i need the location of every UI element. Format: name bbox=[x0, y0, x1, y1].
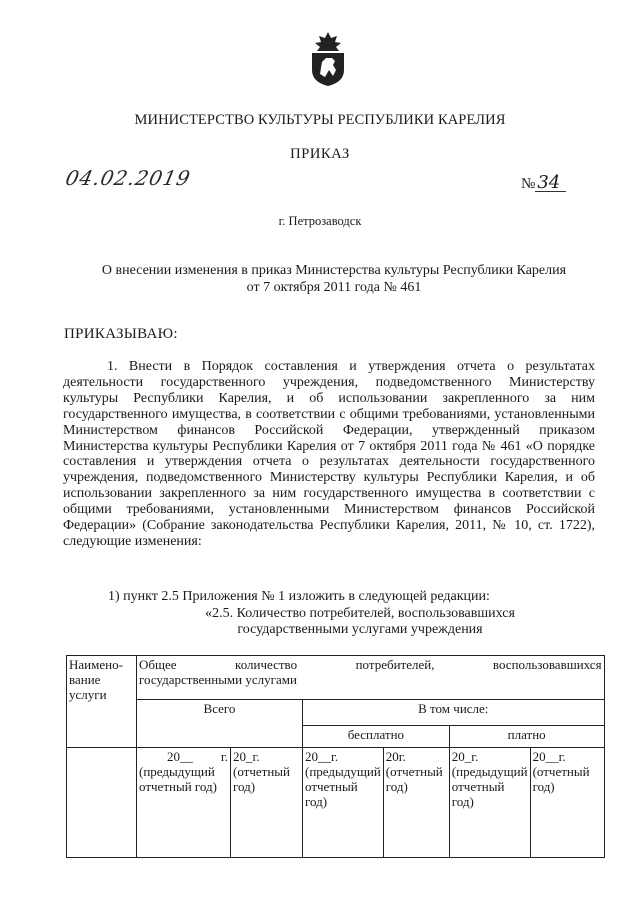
number-sign: № bbox=[521, 176, 536, 192]
subject-line-2: от 7 октября 2011 года № 461 bbox=[246, 280, 422, 295]
year-cell-3: 20__г.(предыдущий отчетный год) bbox=[303, 748, 384, 858]
order-number bbox=[521, 172, 566, 193]
paid-header: платно bbox=[449, 726, 604, 748]
consumers-table bbox=[66, 655, 605, 858]
total-header-line-2: государственными услугами bbox=[139, 672, 297, 687]
service-name-cell bbox=[67, 748, 137, 858]
service-name-header: Наимено-вание услуги bbox=[67, 656, 137, 748]
year-cell-1: 20__ г. (предыдущий отчетный год) bbox=[137, 748, 231, 858]
subject-line-1: О внесении изменения в приказ Министерства культуры Республики Карелия bbox=[101, 263, 567, 278]
year-cell-5: 20_г.(предыдущий отчетный год) bbox=[449, 748, 530, 858]
total-header: Всего bbox=[137, 700, 303, 748]
paragraph-1: 1. Внести в Порядок составления и утверждения отчета о результатах деятельности государственного учреждения, подведомственного Министерству культуры Республики Карелия, и об использовании закрепленного за ним государственного имущества, в соответствии с общими требованиями, установленными Министерством финансов Российской Федерации, утвержденный приказом Министерства культуры Республики Карелия от 7 октября 2011 года № 461 «О порядке составления и утверждения отчета о результатах деятельности государственного учреждения, подведомственного Министерству культуры Республики Карелия, и об использовании закрепленного за ним государственного имущества в соответствии с общими требованиями, установленными Министерством финансов Российской Федерации» (Собрание законодательства Республики Карелия, 2011, № 10, ст. 1722), следующие изменения: bbox=[63, 359, 595, 549]
quoted-clause-heading bbox=[160, 606, 560, 638]
city: г. Петрозаводск bbox=[278, 214, 362, 228]
total-consumers-header bbox=[137, 656, 605, 700]
year-cell-6: 20__г.(отчетный год) bbox=[530, 748, 604, 858]
directive-heading: ПРИКАЗЫВАЮ: bbox=[64, 326, 178, 342]
free-header: бесплатно bbox=[303, 726, 450, 748]
item-1: 1) пункт 2.5 Приложения № 1 изложить в следующей редакции: bbox=[108, 589, 490, 604]
handwritten-date: 04.02.2019 bbox=[63, 166, 194, 190]
ministry-name: МИНИСТЕРСТВО КУЛЬТУРЫ РЕСПУБЛИКИ КАРЕЛИЯ bbox=[134, 112, 506, 128]
total-header-line-1: Общее количество потребителей, воспользовавшихся bbox=[139, 657, 602, 672]
document-type: ПРИКАЗ bbox=[290, 146, 350, 162]
handwritten-number: 34 bbox=[535, 175, 566, 192]
in-that-number-header: В том числе: bbox=[303, 700, 605, 726]
body-text bbox=[63, 359, 595, 550]
year-cell-2: 20_г.(отчетный год) bbox=[231, 748, 303, 858]
order-subject bbox=[60, 262, 608, 296]
quote-line-1: «2.5. Количество потребителей, воспользовавшихся bbox=[205, 606, 515, 621]
quote-line-2: государственными услугами учреждения bbox=[237, 622, 483, 637]
karelia-coat-of-arms-icon bbox=[308, 30, 348, 88]
year-cell-4: 20г.(отчетный год) bbox=[383, 748, 449, 858]
